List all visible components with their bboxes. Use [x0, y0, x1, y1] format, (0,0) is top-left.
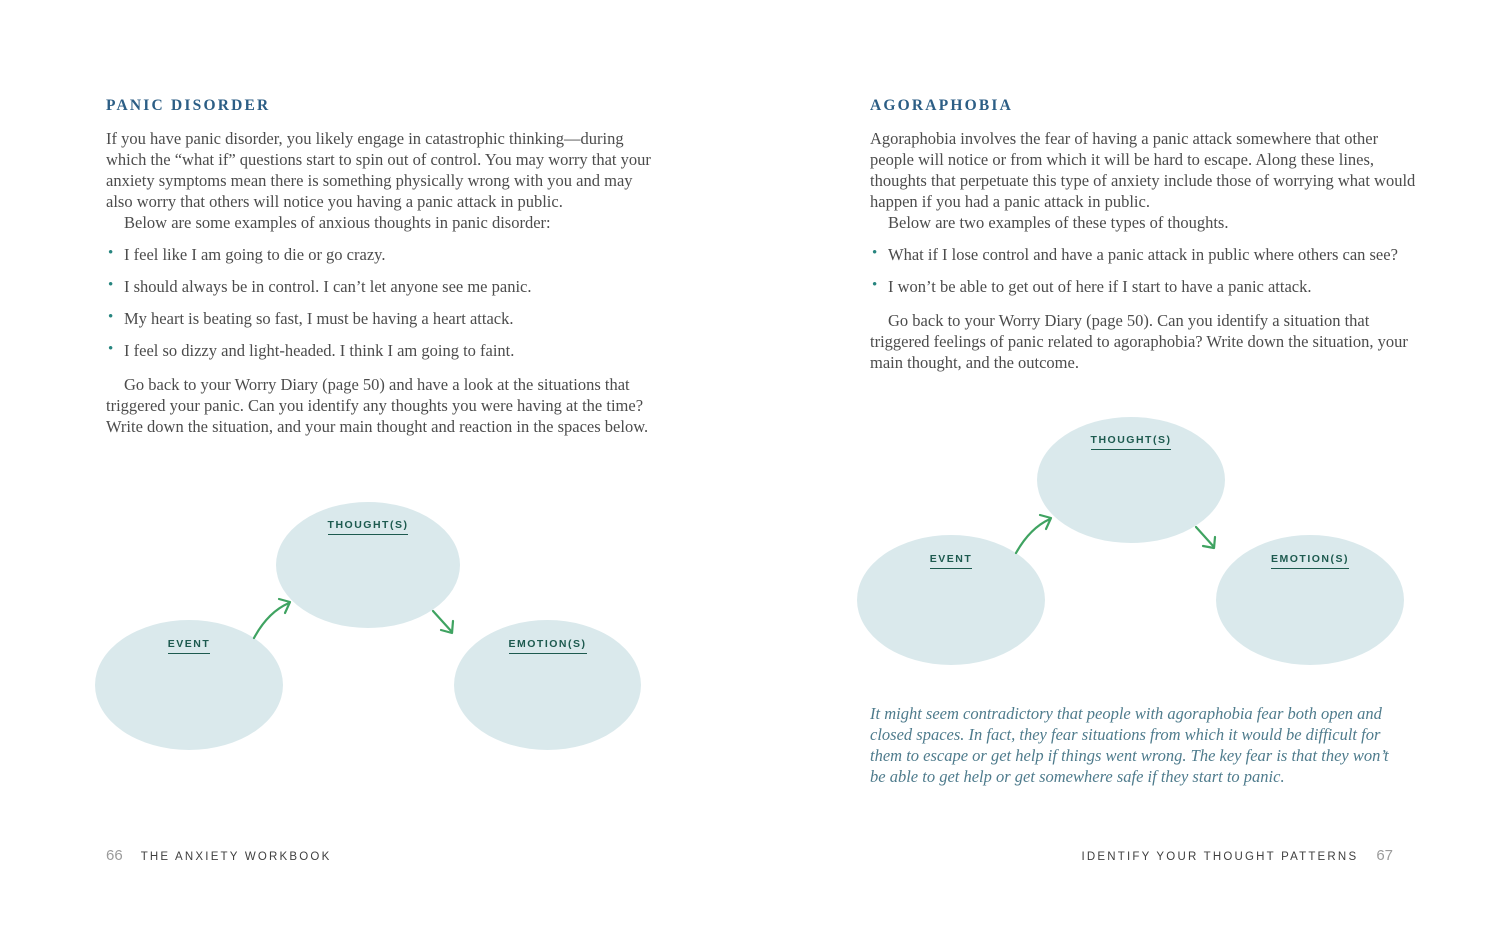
agoraphobia-thoughts-list: [870, 244, 1416, 297]
list-item: [106, 308, 652, 329]
page-right: [750, 0, 1500, 925]
event-label: EVENT: [857, 553, 1045, 569]
page-number: 66: [106, 847, 123, 864]
bullet-icon: •: [108, 245, 114, 261]
list-item-text: I should always be in control. I can’t let anyone see me panic.: [124, 277, 532, 296]
right-text-column: [870, 97, 1416, 373]
paragraph-panic-worry-diary: Go back to your Worry Diary (page 50) and have a look at the situations that triggered your panic. Can you identify any thoughts you were having at the time? Write down the situation, and your main thought and reaction in the spaces below.: [106, 375, 649, 436]
paragraph-panic-intro: If you have panic disorder, you likely engage in catastrophic thinking—during which the “what if” questions start to spin out of control. You may worry that your anxiety symptoms mean there is something physically wrong with you and may also worry that others will notice you having a panic attack in public.: [106, 129, 651, 211]
list-item: [870, 244, 1416, 265]
paragraph-agoraphobia-worry-diary: Go back to your Worry Diary (page 50). Can you identify a situation that triggered feelings of panic related to agoraphobia? Write down the situation, your main thought, and the outcome.: [870, 311, 1408, 372]
chapter-title: IDENTIFY YOUR THOUGHT PATTERNS: [1081, 851, 1359, 863]
list-item: [106, 244, 652, 265]
arrowhead-icon: [1203, 537, 1215, 548]
arrowhead-icon: [441, 621, 453, 633]
left-footer: [106, 847, 331, 864]
right-footer: [1081, 847, 1393, 864]
arrowhead-icon: [279, 599, 290, 613]
panic-disorder-heading: PANIC DISORDER: [106, 97, 271, 114]
event-label: EVENT: [95, 638, 283, 654]
list-item-text: I feel so dizzy and light-headed. I think I am going to faint.: [124, 341, 515, 360]
list-item-text: My heart is beating so fast, I must be having a heart attack.: [124, 309, 514, 328]
list-item: [870, 276, 1416, 297]
bullet-icon: •: [872, 277, 878, 293]
list-item-text: I won’t be able to get out of here if I start to have a panic attack.: [888, 277, 1312, 296]
thoughts-label: THOUGHT(S): [276, 519, 460, 535]
arrow-thoughts-to-emotions-icon: [1196, 527, 1214, 547]
list-item: [106, 340, 652, 361]
paragraph-agoraphobia-intro: Agoraphobia involves the fear of having a panic attack somewhere that other people will notice or from which it will be hard to escape. Along these lines, thoughts that perpetuate this type of anxiety include those of worrying what would happen if you had a panic attack in public.: [870, 129, 1416, 211]
agoraphobia-heading: AGORAPHOBIA: [870, 97, 1014, 114]
arrow-event-to-thoughts-icon: [1016, 519, 1050, 553]
arrowhead-icon: [1040, 515, 1051, 529]
bullet-icon: •: [872, 245, 878, 261]
emotions-label: EMOTION(S): [1216, 553, 1404, 569]
arrow-thoughts-to-emotions-icon: [433, 611, 452, 632]
bullet-icon: •: [108, 309, 114, 325]
list-item-text: What if I lose control and have a panic attack in public where others can see?: [888, 245, 1398, 264]
agoraphobia-sidebar-note: It might seem contradictory that people with agoraphobia fear both open and closed spaces. In fact, they fear situations from which it would be difficult for them to escape or get help if things went wrong. The key fear is that they won’t be able to get help or get somewhere safe if they start to panic.: [870, 704, 1389, 786]
list-item: [106, 276, 652, 297]
thoughts-label: THOUGHT(S): [1037, 434, 1225, 450]
emotions-label: EMOTION(S): [454, 638, 641, 654]
paragraph-agoraphobia-examples-lead: Below are two examples of these types of thoughts.: [888, 213, 1229, 232]
left-text-column: [106, 97, 652, 437]
arrow-event-to-thoughts-icon: [254, 603, 289, 638]
paragraph-panic-examples-lead: Below are some examples of anxious thoughts in panic disorder:: [124, 213, 551, 232]
bullet-icon: •: [108, 277, 114, 293]
page-number: 67: [1376, 847, 1393, 864]
list-item-text: I feel like I am going to die or go crazy.: [124, 245, 386, 264]
panic-thoughts-list: [106, 244, 652, 361]
book-title: THE ANXIETY WORKBOOK: [140, 851, 332, 863]
bullet-icon: •: [108, 341, 114, 357]
